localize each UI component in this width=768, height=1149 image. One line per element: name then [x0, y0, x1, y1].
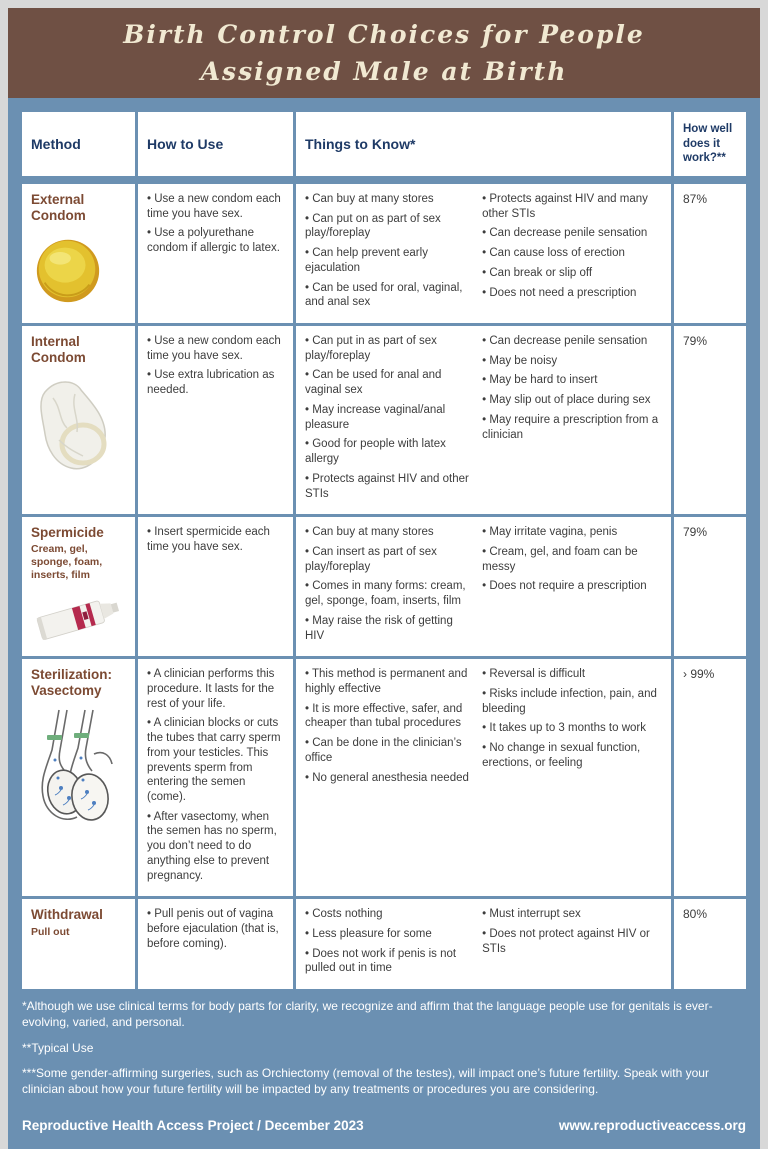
know-right-column: [478, 192, 662, 315]
footer-org-date: Reproductive Health Access Project / December 2023: [22, 1118, 364, 1134]
table-row: [22, 184, 746, 323]
how-to-use-cell: [138, 899, 293, 989]
know-right-list: [482, 525, 662, 594]
vasectomy-diagram-icon: [31, 708, 126, 834]
how-to-use-cell: [138, 326, 293, 514]
things-to-know-cell: [296, 517, 671, 656]
page-title-line2: Assigned Male at Birth: [200, 57, 568, 86]
bullet-item: • No general anesthesia needed: [305, 771, 470, 786]
bullet-item: • It takes up to 3 months to work: [482, 721, 662, 736]
effectiveness-value: › 99%: [683, 667, 715, 682]
bullet-item: • May increase vaginal/anal pleasure: [305, 403, 470, 432]
know-left-list: [305, 907, 470, 976]
things-to-know-cell: [296, 184, 671, 323]
bullet-item: • Use a new condom each time you have sex.: [147, 192, 284, 221]
header-label-effectiveness: How well does it work?**: [683, 123, 733, 165]
how-to-use-list: [147, 525, 284, 554]
know-right-column: [478, 907, 662, 981]
know-left-column: [305, 334, 478, 506]
bullet-item: • Can decrease penile sensation: [482, 226, 662, 241]
know-right-list: [482, 334, 662, 442]
know-left-column: [305, 192, 478, 315]
know-right-column: [478, 525, 662, 648]
method-cell: [22, 899, 135, 989]
title-band: [8, 8, 760, 98]
bullet-item: • May raise the risk of getting HIV: [305, 614, 470, 643]
how-to-use-cell: [138, 517, 293, 656]
table-row: [22, 326, 746, 514]
bullet-item: • Use a polyurethane condom if allergic to latex.: [147, 226, 284, 255]
bullet-item: • Must interrupt sex: [482, 907, 662, 922]
know-right-list: [482, 667, 662, 770]
know-left-list: [305, 334, 470, 501]
footnote-surgeries: ***Some gender-affirming surgeries, such as Orchiectomy (removal of the testes), will impact one’s future fertility. Speak with your clinician about how your future fertility will be impacted by any treatments or procedures you are considering.: [22, 1065, 709, 1096]
footnote-typical-use: **Typical Use: [22, 1040, 94, 1055]
how-to-use-cell: [138, 659, 293, 896]
method-title: Internal Condom: [31, 334, 86, 366]
bullet-item: • Can put on as part of sex play/foreplay: [305, 212, 470, 241]
bullet-item: • Does not work if penis is not pulled out in time: [305, 947, 470, 976]
bullet-item: • Costs nothing: [305, 907, 470, 922]
bullet-item: • Can buy at many stores: [305, 525, 470, 540]
know-left-column: [305, 525, 478, 648]
effectiveness-cell: [674, 326, 746, 514]
know-right-column: [478, 667, 662, 888]
footer-website-link[interactable]: www.reproductiveaccess.org: [558, 1118, 746, 1134]
header-label-method: Method: [31, 136, 81, 152]
header-cell-things-to-know: [296, 112, 671, 176]
bullet-item: • A clinician performs this procedure. It lasts for the rest of your life.: [147, 667, 284, 711]
method-subtitle: Pull out: [31, 925, 70, 938]
know-left-column: [305, 907, 478, 981]
effectiveness-cell: [674, 517, 746, 656]
bullet-item: • Pull penis out of vagina before ejaculation (that is, before coming).: [147, 907, 284, 951]
table-row: [22, 899, 746, 989]
things-to-know-cell: [296, 899, 671, 989]
content-panel: [8, 98, 760, 1149]
bullet-item: • May irritate vagina, penis: [482, 525, 662, 540]
know-left-list: [305, 192, 470, 310]
page-frame: [8, 8, 760, 1134]
know-left-column: [305, 667, 478, 888]
method-title: External Condom: [31, 192, 86, 224]
table-body: [22, 184, 746, 989]
bullet-item: • This method is permanent and highly effective: [305, 667, 470, 696]
bullet-item: • Can be done in the clinician’s office: [305, 736, 470, 765]
bullet-item: • Good for people with latex allergy: [305, 437, 470, 466]
effectiveness-value: 80%: [683, 907, 708, 922]
internal-condom-photo-icon: [31, 374, 126, 478]
things-to-know-cell: [296, 659, 671, 896]
effectiveness-cell: [674, 184, 746, 323]
effectiveness-cell: [674, 659, 746, 896]
bullet-item: • Does not require a prescription: [482, 579, 662, 594]
how-to-use-list: [147, 334, 284, 398]
bullet-item: • May slip out of place during sex: [482, 393, 662, 408]
method-title: Withdrawal: [31, 907, 103, 923]
method-title: Spermicide: [31, 525, 104, 541]
bullet-item: • Can be used for oral, vaginal, and anal sex: [305, 281, 470, 310]
external-condom-photo-icon: [31, 232, 126, 306]
bullet-item: • Does not protect against HIV or STIs: [482, 927, 662, 956]
bullet-item: • Can buy at many stores: [305, 192, 470, 207]
bullet-item: • Can break or slip off: [482, 266, 662, 281]
method-cell: [22, 517, 135, 656]
bullet-item: • A clinician blocks or cuts the tubes that carry sperm from your testicles. This prevents sperm from entering the semen (come).: [147, 716, 284, 804]
bullet-item: • Insert spermicide each time you have sex.: [147, 525, 284, 554]
table-header-row: [22, 112, 746, 176]
bullet-item: • It is more effective, safer, and cheaper than tubal procedures: [305, 702, 470, 731]
bullet-item: • Can help prevent early ejaculation: [305, 246, 470, 275]
bullet-item: • Comes in many forms: cream, gel, sponge, foam, inserts, film: [305, 579, 470, 608]
bullet-item: • May be hard to insert: [482, 373, 662, 388]
bullet-item: • Can be used for anal and vaginal sex: [305, 368, 470, 397]
bullet-item: • Protects against HIV and many other STIs: [482, 192, 662, 221]
bullet-item: • Protects against HIV and other STIs: [305, 472, 470, 501]
page-title-line1: Birth Control Choices for People: [123, 20, 645, 49]
bullet-item: • After vasectomy, when the semen has no sperm, you don’t need to do anything else to prevent pregnancy.: [147, 810, 284, 884]
bullet-item: • Cream, gel, and foam can be messy: [482, 545, 662, 574]
know-right-column: [478, 334, 662, 506]
bullet-item: • No change in sexual function, erections, or feeling: [482, 741, 662, 770]
header-cell-method: [22, 112, 135, 176]
footnotes: [22, 998, 746, 1106]
bullet-item: • Does not need a prescription: [482, 286, 662, 301]
header-label-things-to-know: Things to Know*: [305, 136, 416, 152]
table-row: [22, 659, 746, 896]
bullet-item: • Risks include infection, pain, and bleeding: [482, 687, 662, 716]
how-to-use-list: [147, 667, 284, 883]
how-to-use-list: [147, 192, 284, 256]
bullet-item: • Less pleasure for some: [305, 927, 470, 942]
footer-bar: [22, 1108, 746, 1149]
header-label-how-to-use: How to Use: [147, 136, 224, 152]
effectiveness-value: 79%: [683, 334, 708, 349]
birth-control-table: [22, 112, 746, 992]
bullet-item: • May be noisy: [482, 354, 662, 369]
bullet-item: • Reversal is difficult: [482, 667, 662, 682]
method-title: Sterilization: Vasectomy: [31, 667, 113, 699]
how-to-use-list: [147, 907, 284, 951]
effectiveness-value: 87%: [683, 192, 708, 206]
know-right-list: [482, 192, 662, 300]
things-to-know-cell: [296, 326, 671, 514]
know-right-list: [482, 907, 662, 956]
header-cell-how-to-use: [138, 112, 293, 176]
footnote-language: *Although we use clinical terms for body parts for clarity, we recognize and affirm that the language people use for genitals is ever-evolving, varied, and personal.: [22, 999, 713, 1030]
header-cell-effectiveness: [674, 112, 746, 176]
effectiveness-cell: [674, 899, 746, 989]
bullet-item: • Can cause loss of erection: [482, 246, 662, 261]
bullet-item: • Use a new condom each time you have sex.: [147, 334, 284, 363]
know-left-list: [305, 667, 470, 785]
how-to-use-cell: [138, 184, 293, 323]
bullet-item: • May require a prescription from a clinician: [482, 413, 662, 442]
effectiveness-value: 79%: [683, 525, 708, 540]
spermicide-tube-photo-icon: [31, 589, 126, 645]
bullet-item: • Can insert as part of sex play/foreplay: [305, 545, 470, 574]
know-left-list: [305, 525, 470, 643]
table-row: [22, 517, 746, 656]
method-cell: [22, 326, 135, 514]
method-cell: [22, 659, 135, 896]
method-cell: [22, 184, 135, 323]
bullet-item: • Use extra lubrication as needed.: [147, 368, 284, 397]
bullet-item: • Can put in as part of sex play/foreplay: [305, 334, 470, 363]
bullet-item: • Can decrease penile sensation: [482, 334, 662, 349]
method-subtitle: Cream, gel, sponge, foam, inserts, film: [31, 543, 103, 581]
